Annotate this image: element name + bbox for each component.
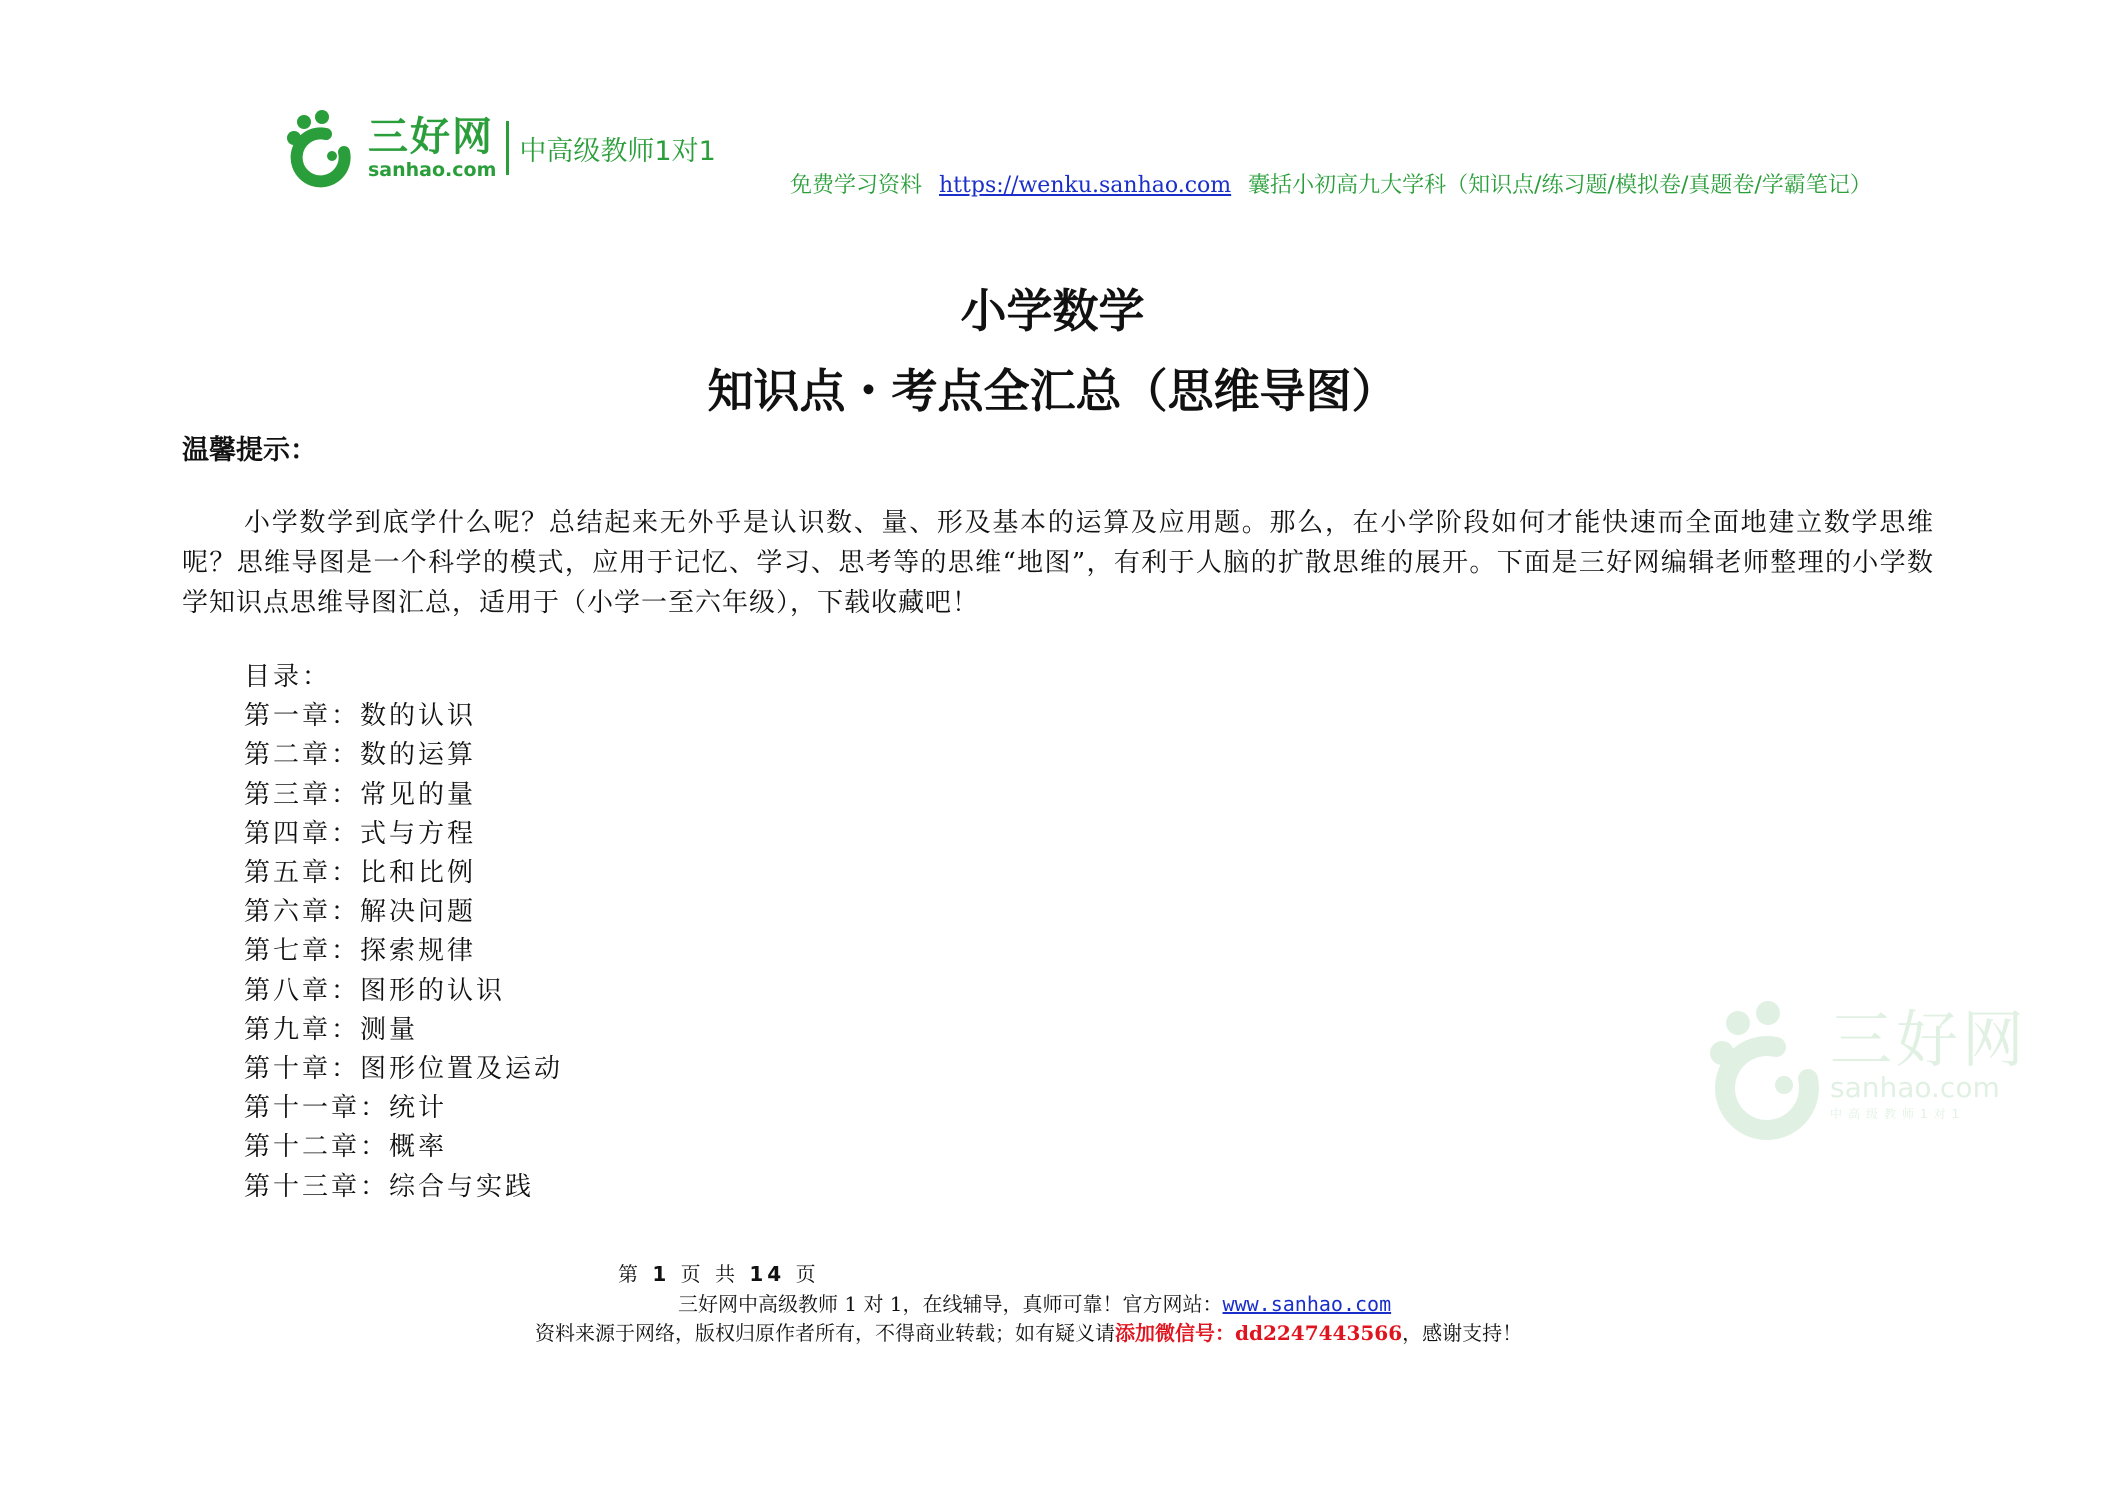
toc-item: 第十章：图形位置及运动 [244, 1054, 564, 1085]
toc-item: 第十二章：概率 [244, 1132, 448, 1163]
toc-item: 第七章：探索规律 [244, 936, 477, 967]
toc-item: 第一章：数的认识 [244, 701, 477, 732]
page-prefix: 第 [618, 1262, 642, 1286]
toc-item: 第十三章：综合与实践 [244, 1171, 535, 1202]
total-pages: 14 [749, 1262, 786, 1286]
paw-logo-icon [282, 108, 362, 188]
logo-brand: 三好网 [368, 113, 494, 160]
logo-wordmark [368, 113, 497, 181]
page-suffix: 页 [795, 1262, 820, 1286]
footer-line-1 [678, 1288, 1391, 1317]
official-site-link[interactable]: www.sanhao.com [1222, 1292, 1392, 1316]
tip-label: 温馨提示： [182, 435, 317, 466]
toc-item: 第九章：测量 [244, 1014, 419, 1045]
toc-item: 第六章：解决问题 [244, 897, 477, 928]
footer-line-2 [535, 1317, 1522, 1346]
table-of-contents [244, 658, 563, 1207]
logo-tagline: 中高级教师1对1 [519, 135, 716, 167]
header-logo [282, 108, 716, 188]
watermark-domain: sanhao.com [1830, 1071, 2000, 1104]
toc-item: 第二章：数的运算 [244, 740, 477, 771]
watermark [1700, 995, 2040, 1155]
logo-domain: sanhao.com [368, 158, 497, 181]
header-note-suffix: 囊括小初高九大学科（知识点/练习题/模拟卷/真题卷/学霸笔记） [1248, 173, 1872, 198]
footer-line-2-end: ，感谢支持！ [1402, 1321, 1523, 1345]
page-title: 小学数学 [960, 284, 1145, 338]
footer-line-2-text: 资料来源于网络，版权归原作者所有，不得商业转载；如有疑义请 [535, 1321, 1115, 1345]
current-page: 1 [652, 1262, 671, 1286]
page-middle: 页 共 [680, 1262, 739, 1286]
watermark-paw-icon [1700, 995, 1830, 1155]
toc-item: 第十一章：统计 [244, 1093, 448, 1124]
watermark-text [1830, 1003, 2029, 1122]
logo-divider [506, 121, 509, 175]
toc-item: 第八章：图形的认识 [244, 975, 506, 1006]
toc-item: 第五章：比和比例 [244, 858, 477, 889]
toc-item: 第三章：常见的量 [244, 779, 477, 810]
page-subtitle: 知识点・考点全汇总（思维导图） [707, 364, 1398, 418]
header-note [790, 168, 1872, 199]
footer-line-1-text: 三好网中高级教师 1 对 1，在线辅导，真师可靠！官方网站： [678, 1292, 1223, 1316]
toc-item: 第四章：式与方程 [244, 818, 477, 849]
intro-paragraph: 小学数学到底学什么呢？总结起来无外乎是认识数、量、形及基本的运算及应用题。那么，在小学阶段如何才能快速而全面地建立数学思维呢？思维导图是一个科学的模式，应用于记忆、学习、思考等的思维“地图”，有利于人脑的扩散思维的展开。下面是三好网编辑老师整理的小学数学知识点思维导图汇总，适用于（小学一至六年级），下载收藏吧！ [182, 508, 1934, 618]
toc-heading: 目录： [244, 662, 332, 692]
wechat-contact: 添加微信号：dd2247443566 [1115, 1321, 1403, 1345]
page-number [618, 1258, 820, 1287]
watermark-brand: 三好网 [1830, 1003, 2029, 1076]
watermark-tagline: 中高级教师1对1 [1830, 1106, 1966, 1121]
header-note-prefix: 免费学习资料 [790, 173, 923, 198]
wenku-link[interactable]: https://wenku.sanhao.com [939, 173, 1232, 198]
